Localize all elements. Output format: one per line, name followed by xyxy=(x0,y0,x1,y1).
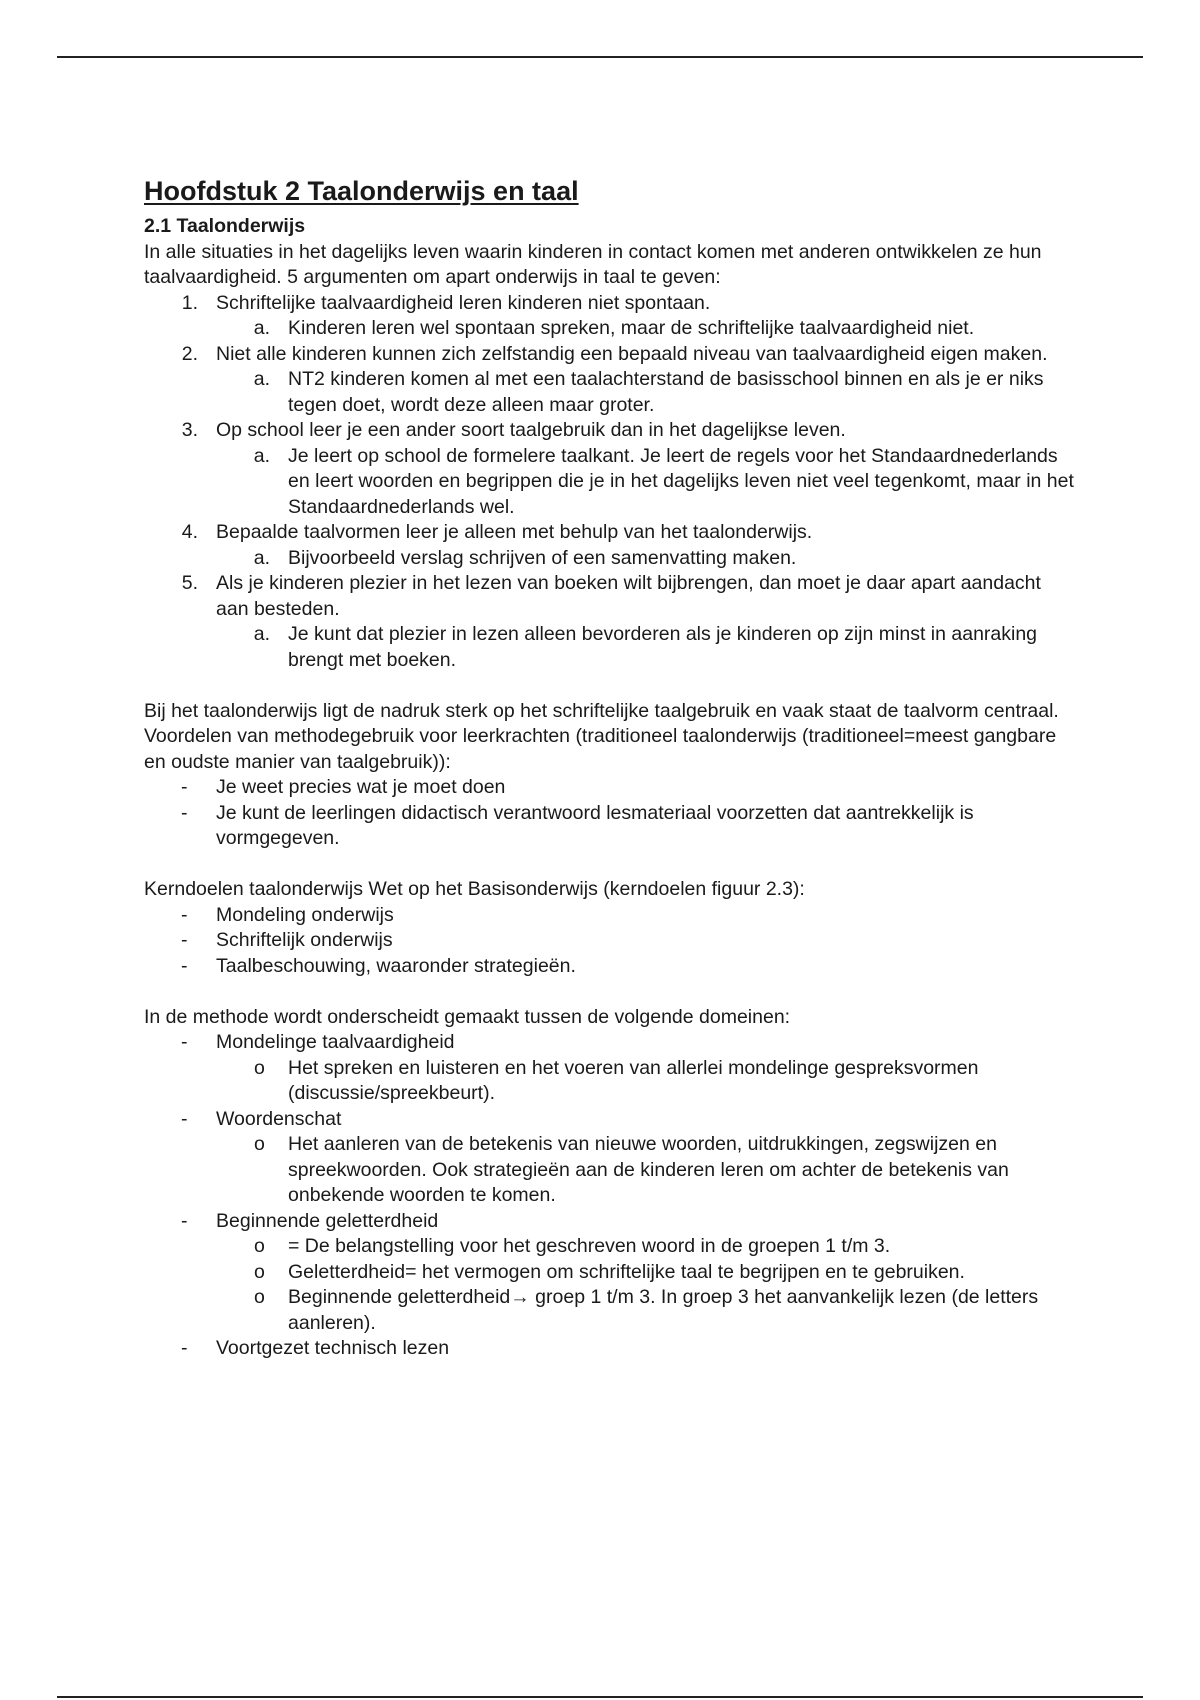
sub-list-item: a. Je kunt dat plezier in lezen alleen bevorderen als je kinderen op zijn minst in aanraking brengt met boeken. xyxy=(253,623,1038,671)
sub-list-item: a. Je leert op school de formelere taalkant. Je leert de regels voor het Standaardnederlands en leert woorden en begrippen die je in het dagelijks leven niet veel tegenkomt, maar in het Standaardnederlands wel. xyxy=(253,444,1074,518)
kerndoelen-intro: Kerndoelen taalonderwijs Wet op het Basisonderwijs (kerndoelen figuur 2.3): xyxy=(144,878,805,900)
list-item: - Voortgezet technisch lezen xyxy=(181,1337,450,1359)
kerndoelen-list xyxy=(144,903,1074,980)
sub-list-item: a. NT2 kinderen komen al met een taalachterstand de basisschool binnen en als je er niks tegen doet, wordt deze alleen maar groter. xyxy=(253,368,1044,416)
sub-list-item: o Het spreken en luisteren en het voeren van allerlei mondelinge gespreksvormen (discussie/spreekbeurt). xyxy=(254,1056,979,1104)
chapter-heading: Hoofdstuk 2 Taalonderwijs en taal xyxy=(144,176,579,206)
arguments-list xyxy=(144,291,1074,674)
sub-list-item: o Het aanleren van de betekenis van nieuwe woorden, uitdrukkingen, zegswijzen en spreekwoorden. Ook strategieën aan de kinderen leren om achter de betekenis van onbekende woorden te komen. xyxy=(254,1133,1009,1206)
list-item: - Taalbeschouwing, waaronder strategieën. xyxy=(181,954,576,977)
document-body xyxy=(144,174,1074,1362)
sub-list-item: a. Bijvoorbeeld verslag schrijven of een samenvatting maken. xyxy=(253,546,797,569)
header-rule xyxy=(57,56,1143,58)
domains-list xyxy=(144,1030,1074,1362)
emphasis-paragraph: Bij het taalonderwijs ligt de nadruk sterk op het schriftelijke taalgebruik en vaak staat de taalvorm centraal. xyxy=(144,699,1059,722)
advantages-intro: Voordelen van methodegebruik voor leerkrachten (traditioneel taalonderwijs (traditioneel=meest gangbare en oudste manier van taalgebruik)): xyxy=(144,725,1057,773)
advantages-list xyxy=(144,775,1074,852)
list-item: 5. Als je kinderen plezier in het lezen van boeken wilt bijbrengen, dan moet je daar apart aandacht aan besteden. xyxy=(181,572,1041,620)
section-title: 2.1 Taalonderwijs xyxy=(144,215,306,237)
sub-list-item: a. Kinderen leren wel spontaan spreken, maar de schriftelijke taalvaardigheid niet. xyxy=(253,317,975,339)
list-item: - Beginnende geletterdheid xyxy=(181,1209,439,1232)
list-item: 1. Schriftelijke taalvaardigheid leren kinderen niet spontaan. xyxy=(181,291,711,314)
list-item: - Je kunt de leerlingen didactisch verantwoord lesmateriaal voorzetten dat aantrekkelijk is vormgegeven. xyxy=(181,801,974,849)
list-item: - Mondelinge taalvaardigheid xyxy=(181,1031,455,1053)
sub-list-item: o Geletterdheid= het vermogen om schriftelijke taal te begrijpen en te gebruiken. xyxy=(254,1260,965,1283)
list-item: - Schriftelijk onderwijs xyxy=(181,929,393,951)
intro-paragraph: In alle situaties in het dagelijks leven waarin kinderen in contact komen met anderen ontwikkelen ze hun taalvaardigheid. 5 argumenten om apart onderwijs in taal te geven: xyxy=(144,240,1042,288)
sub-list-item: o Beginnende geletterdheid→ groep 1 t/m 3. In groep 3 het aanvankelijk lezen (de letters aanleren). xyxy=(254,1286,1039,1334)
list-item: 3. Op school leer je een ander soort taalgebruik dan in het dagelijkse leven. xyxy=(181,419,846,441)
sub-list-item: o = De belangstelling voor het geschreven woord in de groepen 1 t/m 3. xyxy=(254,1235,891,1257)
list-item: - Woordenschat xyxy=(181,1107,342,1130)
list-item: 2. Niet alle kinderen kunnen zich zelfstandig een bepaald niveau van taalvaardigheid eigen maken. xyxy=(181,342,1048,365)
footer-rule xyxy=(57,1696,1143,1698)
list-item: - Je weet precies wat je moet doen xyxy=(181,776,506,798)
list-item: - Mondeling onderwijs xyxy=(181,903,394,926)
list-item: 4. Bepaalde taalvormen leer je alleen met behulp van het taalonderwijs. xyxy=(181,521,813,543)
domains-intro: In de methode wordt onderscheidt gemaakt tussen de volgende domeinen: xyxy=(144,1005,791,1028)
